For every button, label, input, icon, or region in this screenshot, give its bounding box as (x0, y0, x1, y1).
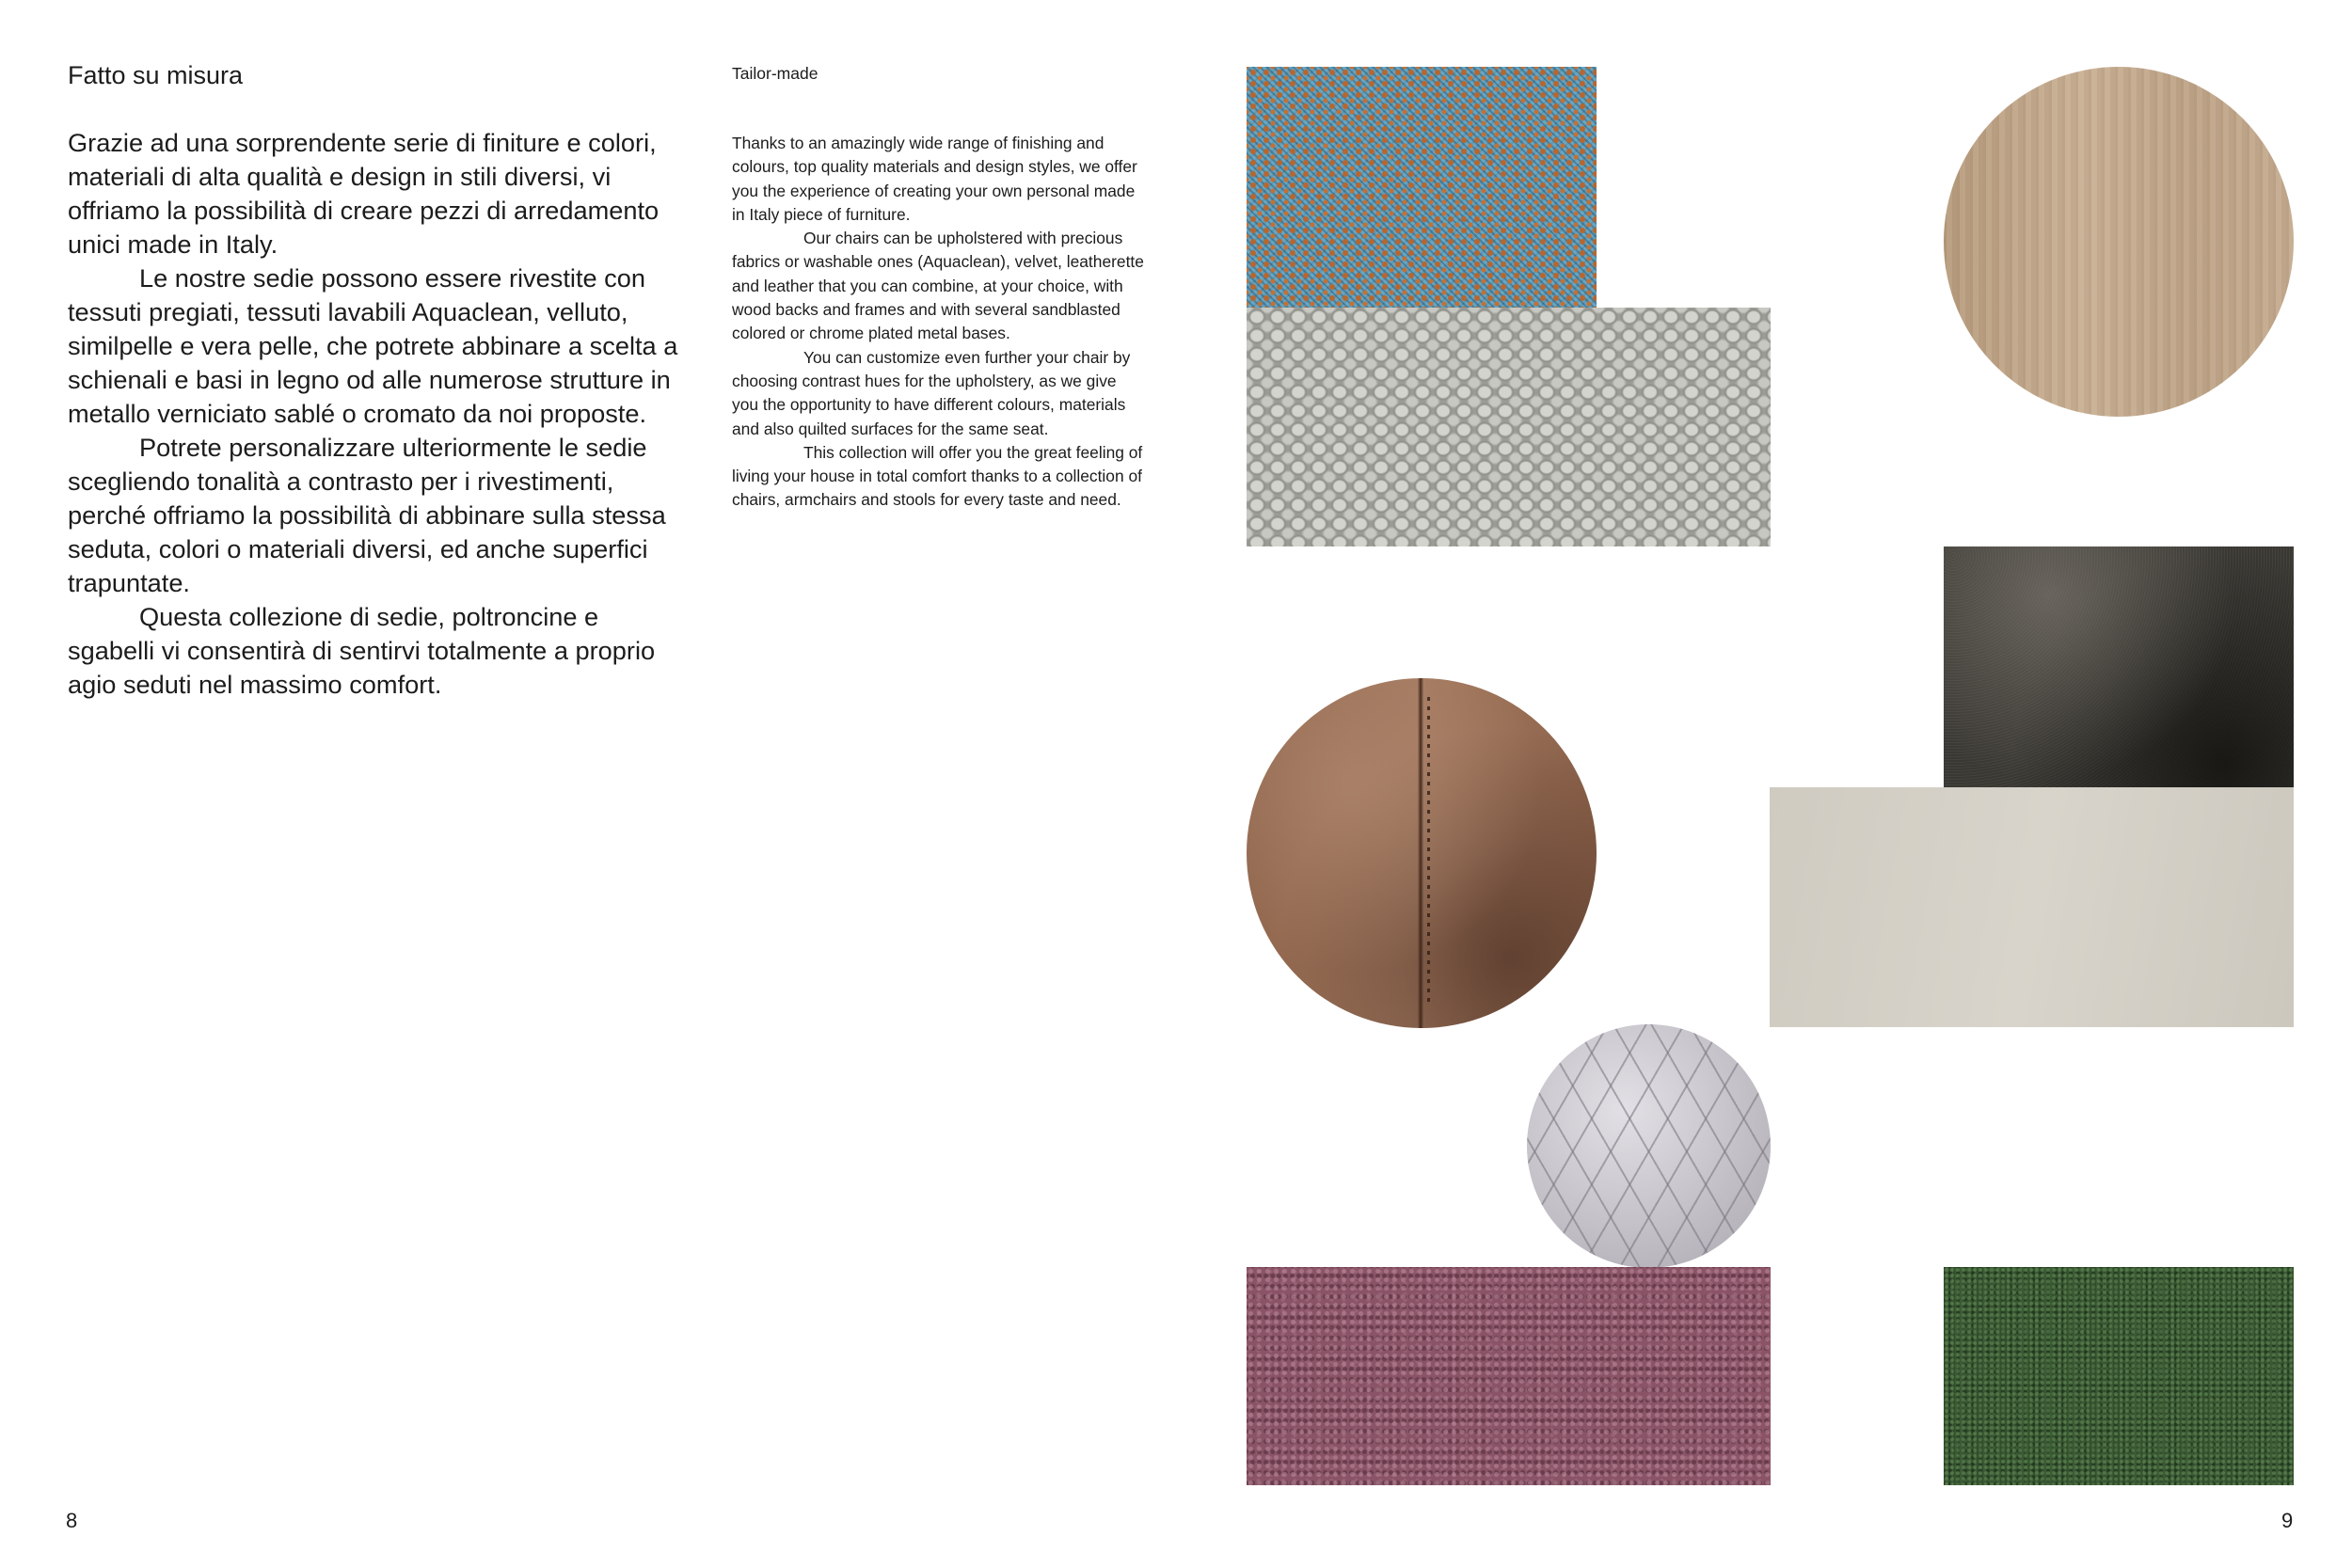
italian-paragraph: Grazie ad una sorprendente serie di finiture e colori, materiali di alta qualità e design in stili diversi, vi offriamo la possibilità di creare pezzi di arredamento unici made in Italy. (68, 128, 660, 259)
english-body (732, 132, 1146, 513)
grey-waffle-fabric-swatch (1247, 308, 1771, 546)
wood-finish-swatch (1944, 67, 2294, 417)
english-paragraph: This collection will offer you the great feeling of living your house in total comfort thanks to a collection of chairs, armchairs and stools for every taste and need. (732, 442, 1143, 510)
english-paragraph: Thanks to an amazingly wide range of finishing and colours, top quality materials and design styles, we offer you the experience of creating your own personal made in Italy piece of furniture. (732, 134, 1137, 224)
quilted-leather-swatch (1527, 1024, 1771, 1268)
green-fabric-swatch (1944, 1267, 2294, 1485)
purple-boucle-fabric-swatch (1247, 1267, 1771, 1485)
page-number-right: 9 (2281, 1509, 2294, 1532)
page-number-left: 8 (66, 1509, 78, 1532)
leather-stitching (1427, 697, 1430, 1007)
beige-lacquer-swatch (1770, 787, 2294, 1027)
blue-tweed-fabric-swatch (1247, 67, 1597, 308)
italian-paragraph: Questa collezione di sedie, poltroncine e sgabelli vi consentirà di sentirvi totalmente a proprio agio seduti nel massimo comfort. (68, 602, 656, 699)
english-paragraph: You can customize even further your chair by choosing contrast hues for the upholstery, as we give you the opportunity to have different colours, materials and also quilted surfaces for the same seat. (732, 347, 1131, 438)
italian-paragraph: Potrete personalizzare ulteriormente le sedie scegliendo tonalità a contrasto per i rivestimenti, perché offriamo la possibilità di abbinare sulla stessa seduta, colori o materiali diversi, ed anche superfici trapuntate. (68, 433, 666, 597)
italian-paragraph: Le nostre sedie possono essere rivestite con tessuti pregiati, tessuti lavabili Aquaclean, velluto, similpelle e vera pelle, che potrete abbinare a scelta a schienali e basi in legno od alle numerose strutture in metallo verniciato sablé o cromato da noi proposte. (68, 263, 678, 428)
leather-seam (1418, 678, 1423, 1028)
english-title: Tailor-made (732, 64, 818, 83)
italian-body (68, 126, 689, 702)
english-paragraph: Our chairs can be upholstered with precious fabrics or washable ones (Aquaclean), velvet, leatherette and leather that you can combine, at your choice, with wood backs and frames and with several sandblasted colored or chrome plated metal bases. (732, 229, 1144, 343)
brown-leather-swatch (1247, 678, 1597, 1028)
dark-textured-metal-swatch (1944, 546, 2294, 787)
italian-title: Fatto su misura (68, 61, 244, 89)
